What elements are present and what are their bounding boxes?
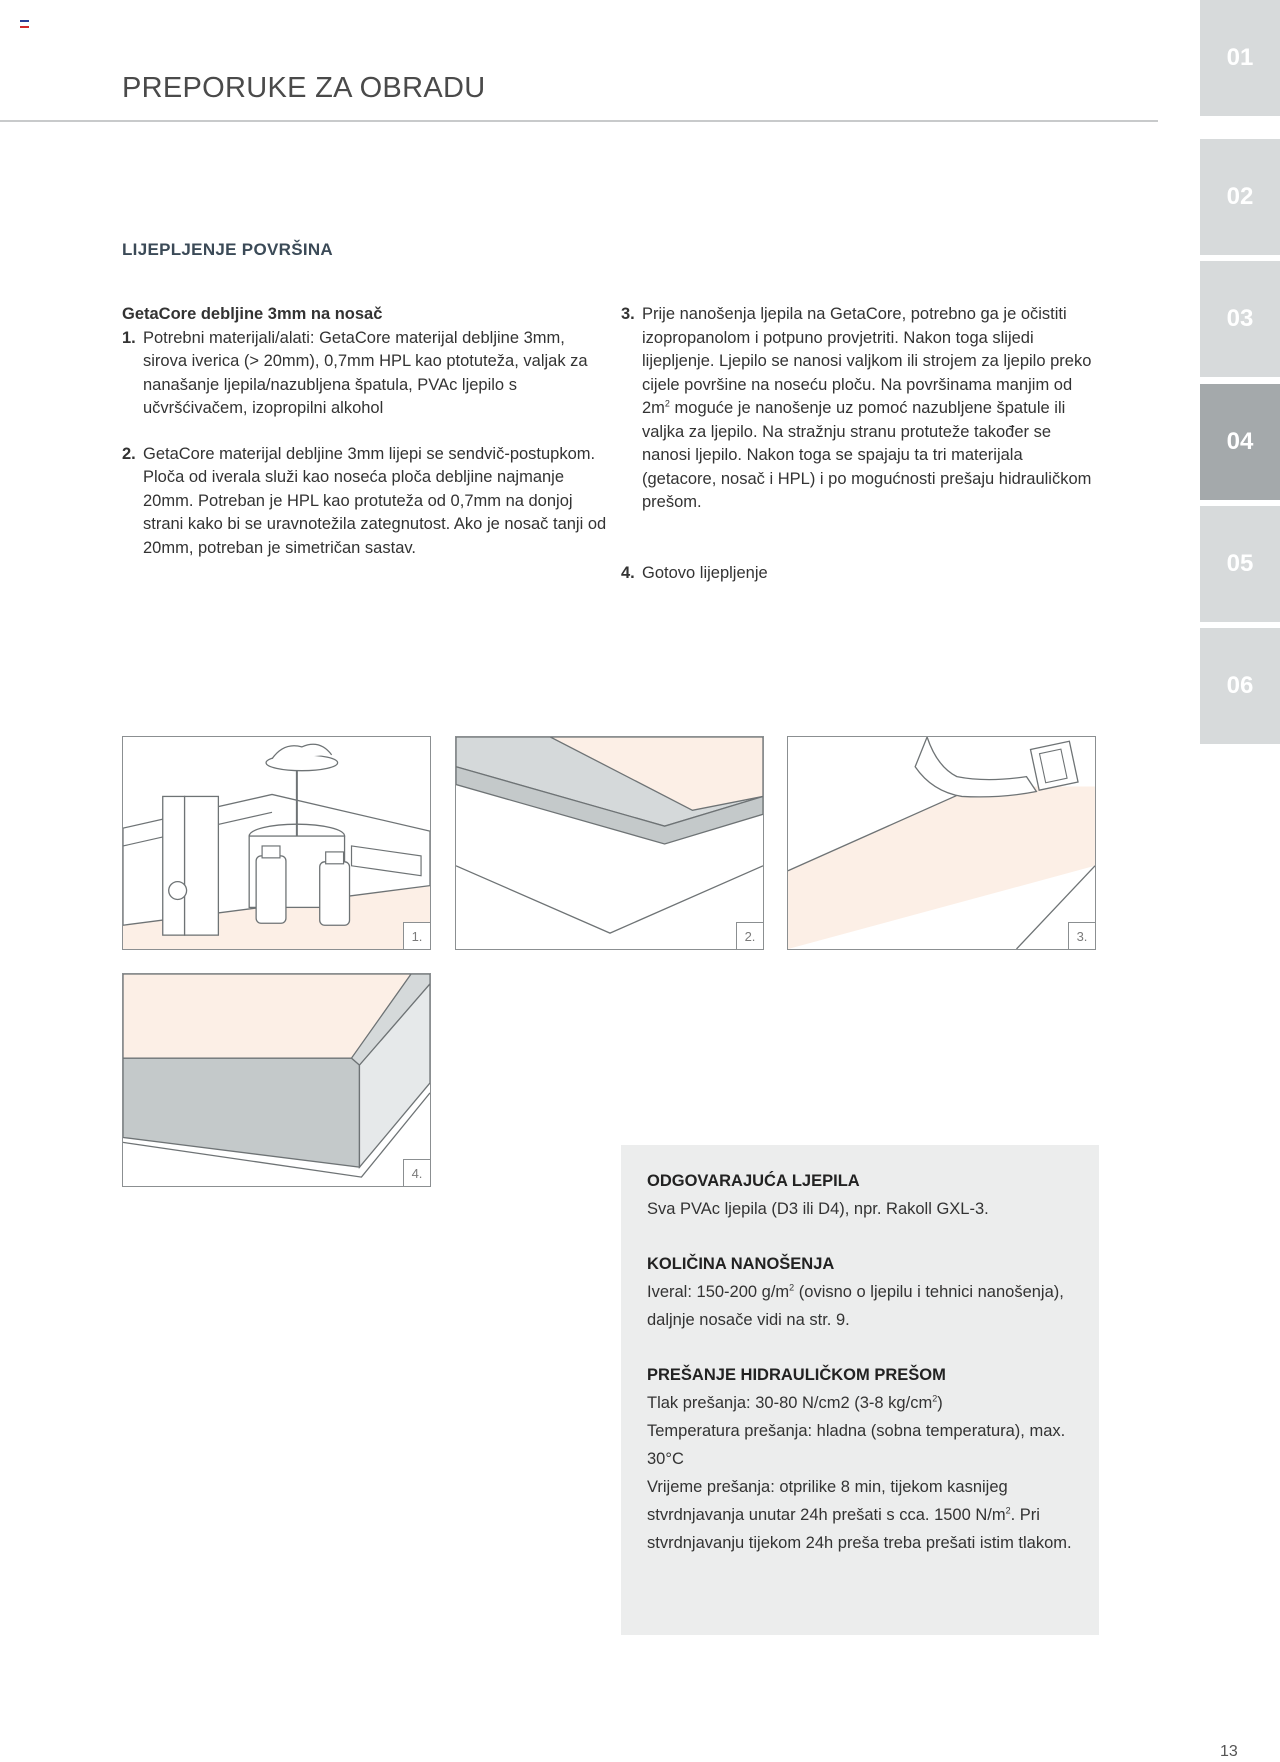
pressing-line-1-a: Tlak prešanja: 30-80 N/cm2 (3-8 kg/cm [647, 1394, 933, 1412]
steps-left-column [122, 303, 612, 560]
step-3-superscript: 2 [664, 398, 670, 409]
step-3 [621, 303, 1099, 515]
step-1 [122, 327, 612, 421]
pressing-title: PREŠANJE HIDRAULIČKOM PREŠOM [647, 1366, 946, 1384]
adhesives-text: Sva PVAc ljepila (D3 ili D4), npr. Rakoll GXL-3. [647, 1200, 989, 1218]
steps-right-column [621, 303, 1099, 585]
pressing-line-1-superscript: 2 [932, 1393, 938, 1404]
illustration-2-board [455, 736, 764, 950]
figure-3-label: 3. [1068, 922, 1095, 949]
tab-01[interactable]: 01 [1200, 0, 1280, 116]
pressing-line-4-superscript: 2 [1005, 1505, 1011, 1516]
step-1-number: 1. [122, 328, 136, 347]
language-flag-icon [20, 20, 29, 28]
pressing-line-4 [647, 1501, 1073, 1529]
adhesives-title: ODGOVARAJUĆA LJEPILA [647, 1172, 860, 1190]
pressing-line-5: stvrdnjavanju tijekom 24h preša treba prešati istim tlakom. [647, 1534, 1072, 1552]
step-1-text: Potrebni materijali/alati: GetaCore materijal debljine 3mm, sirova iverica (> 20mm), 0,7mm HPL kao ptotuteža, valjak za nanašanje ljepila/nazubljena špatula, PVAc ljepilo s učvršćivačem, izopropilni alkohol [143, 328, 588, 417]
steps-subheading: GetaCore debljine 3mm na nosač [122, 305, 383, 323]
figure-1-label: 1. [403, 922, 430, 949]
step-3-number: 3. [621, 305, 635, 323]
amount-line-1 [647, 1278, 1073, 1306]
tab-06[interactable]: 06 [1200, 628, 1280, 744]
page-number: 13 [1220, 1743, 1238, 1760]
step-4 [621, 562, 1099, 586]
step-3-text-b: moguće je nanošenje uz pomoć nazubljene špatule ili valjka za ljepilo. Na stražnju stranu protuteže također se nanosi ljepilo. Nakon toga se spajaju ta tri materijala (getacore, nosač i HPL) i po mogućnosti prešaju hidrauličkom prešom. [642, 399, 1092, 511]
flag-stripe-white [20, 23, 29, 25]
pressing-line-4-b: . Pri [1010, 1506, 1040, 1524]
tab-04[interactable]: 04 [1200, 384, 1280, 500]
step-4-number: 4. [621, 563, 635, 582]
pressing-line-1 [647, 1389, 1073, 1417]
tab-02[interactable]: 02 [1200, 139, 1280, 255]
pressing-line-4-a: stvrdnjavanja unutar 24h prešati s cca. 1500 N/m [647, 1506, 1006, 1524]
illustration-3-applying-adhesive [787, 736, 1096, 950]
amount-line-1-a: Iveral: 150-200 g/m [647, 1283, 790, 1301]
finished-board-drawing [123, 974, 430, 1186]
board-drawing [456, 737, 763, 949]
spreading-drawing [788, 737, 1095, 949]
pressing-line-2: Temperatura prešanja: hladna (sobna temperatura), max. 30°C [647, 1422, 1066, 1468]
amount-block [647, 1250, 1073, 1334]
figure-4-label: 4. [403, 1159, 430, 1186]
step-3-text [642, 303, 1099, 515]
step-4-text: Gotovo lijepljenje [642, 563, 768, 582]
pressing-line-1-b: ) [937, 1394, 943, 1412]
illustration-4-finished-board [122, 973, 431, 1187]
amount-superscript: 2 [789, 1282, 795, 1293]
illustration-1-materials [122, 736, 431, 950]
tab-05[interactable]: 05 [1200, 506, 1280, 622]
materials-drawing [123, 737, 430, 949]
step-2 [122, 443, 612, 561]
step-3-text-a: Prije nanošenja ljepila na GetaCore, potrebno ga je očistiti izopropanolom i potpuno provjetriti. Nakon toga slijedi lijepljenje. Ljepilo se nanosi valjkom ili strojem za ljepilo preko cijele površine na noseću ploču. Na površinama manjim od 2m [642, 305, 1092, 417]
title-divider [0, 120, 1158, 122]
figure-2-label: 2. [736, 922, 763, 949]
pressing-line-3: Vrijeme prešanja: otprilike 8 min, tijekom kasnijeg [647, 1478, 1008, 1496]
flag-stripe-red [20, 26, 29, 28]
specifications-box [621, 1145, 1099, 1635]
pressing-block [647, 1361, 1073, 1557]
step-2-number: 2. [122, 444, 136, 463]
step-2-text: GetaCore materijal debljine 3mm lijepi se sendvič-postupkom. Ploča od iverala služi kao noseća ploča debljine najmanje 20mm. Potreban je HPL kao protuteža od 0,7mm na donjoj strani kako bi se uravnotežila zategnutost. Ako je nosač tanji od 20mm, potreban je simetričan sastav. [143, 444, 607, 557]
flag-stripe-blue [20, 20, 29, 22]
amount-line-2: daljnje nosače vidi na str. 9. [647, 1311, 850, 1329]
tab-03[interactable]: 03 [1200, 261, 1280, 377]
adhesives-block [647, 1167, 1073, 1223]
section-heading: LIJEPLJENJE POVRŠINA [122, 240, 334, 259]
amount-line-1-b: (ovisno o ljepilu i tehnici nanošenja), [794, 1283, 1064, 1301]
page-title: PREPORUKE ZA OBRADU [122, 72, 486, 104]
amount-title: KOLIČINA NANOŠENJA [647, 1255, 835, 1273]
